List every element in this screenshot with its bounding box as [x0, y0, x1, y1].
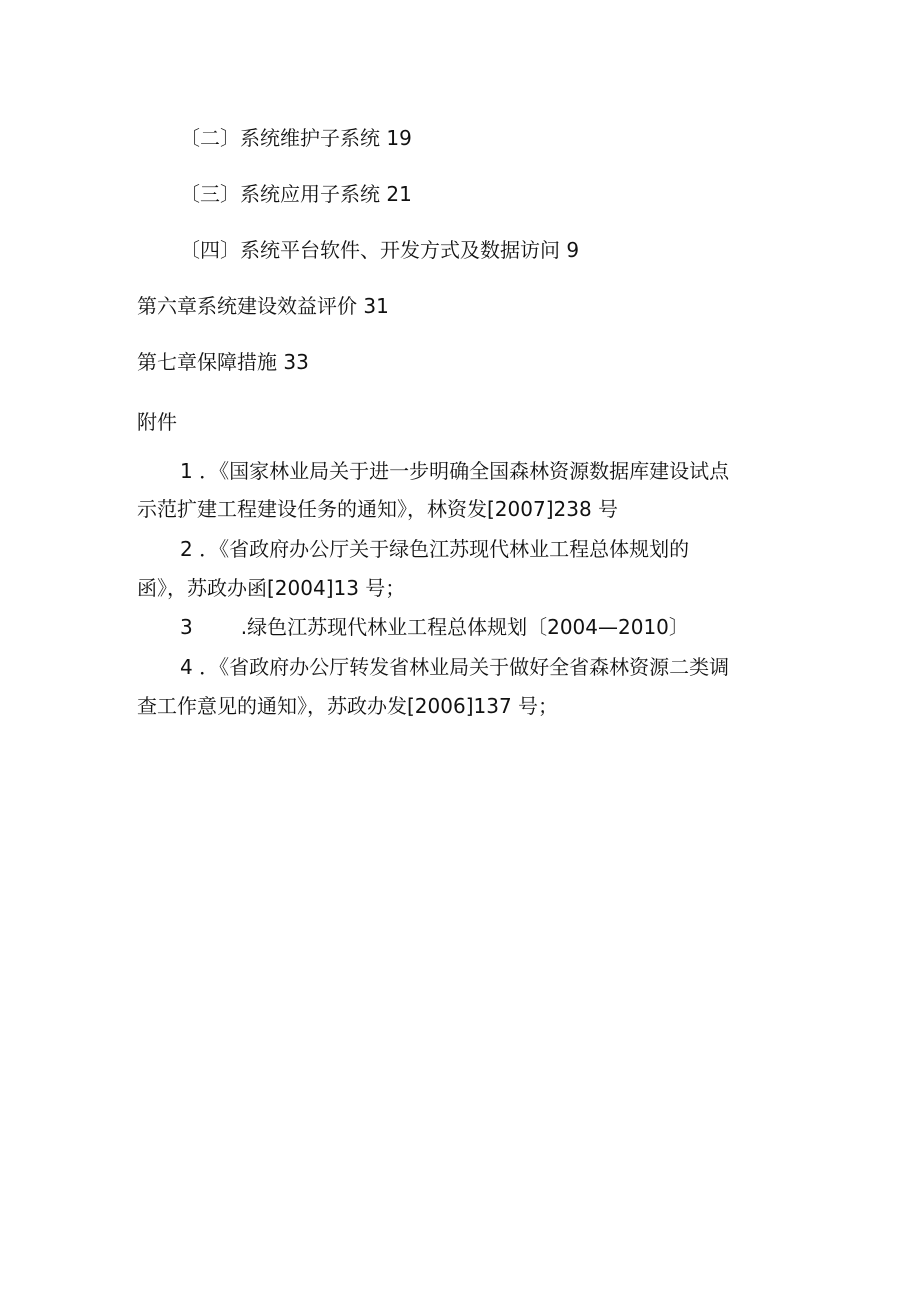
attachment-item-line — [180, 535, 689, 563]
toc-sub-item: 〔三〕系统应用子系统 21 — [180, 182, 412, 206]
attachment-text-continued: 函》，苏政办函[2004]13 号； — [137, 576, 406, 600]
attachment-item-line — [180, 613, 689, 641]
attachment-number: 4 — [180, 655, 193, 679]
attachment-text-continued: 示范扩建工程建设任务的通知》，林资发[2007]238 号 — [137, 497, 619, 521]
attachment-item-line — [180, 457, 729, 485]
toc-sub-item: 〔四〕系统平台软件、开发方式及数据访问 9 — [180, 238, 580, 262]
attachment-text: ．《国家林业局关于进一步明确全国森林资源数据库建设试点 — [199, 459, 730, 483]
attachment-number: 3 — [180, 615, 193, 639]
attachment-text-continued: 查工作意见的通知》，苏政办发[2006]137 号； — [137, 694, 559, 718]
attachments-heading: 附件 — [137, 410, 177, 434]
attachment-text: ．《省政府办公厅转发省林业局关于做好全省森林资源二类调 — [199, 655, 730, 679]
toc-sub-item: 〔二〕系统维护子系统 19 — [180, 126, 412, 150]
attachment-number: 1 — [180, 459, 193, 483]
attachment-text: .绿色江苏现代林业工程总体规划〔2004—2010〕 — [240, 615, 689, 639]
attachment-item-line — [180, 653, 729, 681]
toc-chapter: 第六章系统建设效益评价 31 — [137, 294, 389, 318]
toc-chapter: 第七章保障措施 33 — [137, 350, 309, 374]
attachment-text: ．《省政府办公厅关于绿色江苏现代林业工程总体规划的 — [199, 537, 690, 561]
attachment-number: 2 — [180, 537, 193, 561]
